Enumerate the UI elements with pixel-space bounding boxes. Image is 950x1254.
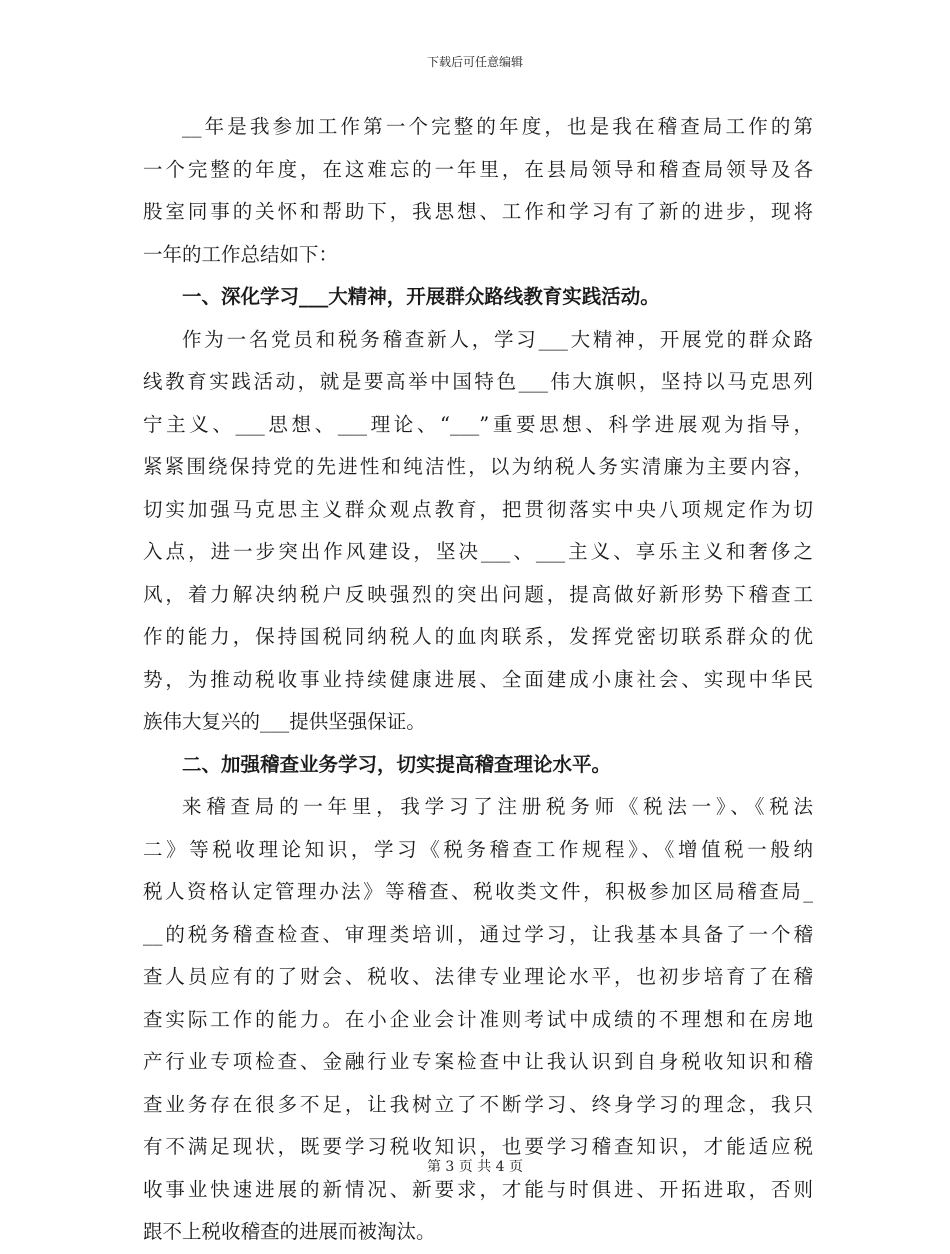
document-body: [143, 106, 813, 1254]
paragraph-line: 一个完整的年度，在这难忘的一年里，在县局领导和稽查局领导及各: [143, 157, 813, 181]
page-number-footer: 第 3 页 共 4 页: [426, 1159, 524, 1175]
paragraph-line: 跟不上税收稽查的进展而被淘汰。: [143, 1220, 436, 1243]
paragraph-section-1: [143, 319, 813, 744]
paragraph-line: 宁主义、___思想、___理论、“___”重要思想、科学进展观为指导，: [143, 412, 813, 436]
paragraph-line: 产行业专项检查、金融行业专案检查中让我认识到自身税收知识和稽: [143, 1050, 813, 1073]
paragraph-line: 税人资格认定管理办法》等稽查、税收类文件，积极参加区局稽查局_: [143, 880, 813, 903]
section-heading-1: 一、深化学习___大精神，开展群众路线教育实践活动。: [182, 285, 660, 308]
section-heading-2: 二、加强稽查业务学习，切实提高稽查理论水平。: [182, 752, 612, 776]
paragraph-line: __的税务稽查检查、审理类培训，通过学习，让我基本具备了一个稽: [143, 922, 813, 946]
paragraph-intro: [143, 106, 813, 276]
paragraph-line: 作的能力，保持国税同纳税人的血肉联系，发挥党密切联系群众的优: [143, 625, 813, 648]
paragraph-section-2: [143, 786, 813, 1254]
paragraph-line: 势，为推动税收事业持续健康进展、全面建成小康社会、实现中华民: [143, 667, 813, 691]
paragraph-line: 族伟大复兴的___提供坚强保证。: [143, 710, 426, 733]
paragraph-line: 有不满足现状，既要学习税收知识，也要学习稽查知识，才能适应税: [143, 1135, 813, 1158]
paragraph-line: 二》等税收理论知识，学习《税务稽查工作规程》、《增值税一般纳: [143, 837, 813, 861]
paragraph-line: 入点，进一步突出作风建设，坚决___、___主义、享乐主义和奢侈之: [143, 540, 813, 563]
paragraph-line: 收事业快速进展的新情况、新要求，才能与时俱进、开拓进取，否则: [143, 1177, 813, 1201]
paragraph-line: 来稽查局的一年里，我学习了注册税务师《税法一》、《税法: [182, 795, 813, 818]
paragraph-line: __年是我参加工作第一个完整的年度，也是我在稽查局工作的第: [182, 115, 813, 138]
paragraph-line: 切实加强马克思主义群众观点教育，把贯彻落实中央八项规定作为切: [143, 497, 813, 521]
paragraph-line: 查人员应有的了财会、税收、法律专业理论水平，也初步培育了在稽: [143, 965, 813, 988]
paragraph-line: 紧紧围绕保持党的先进性和纯洁性，以为纳税人务实清廉为主要内容，: [143, 455, 813, 478]
paragraph-line: 一年的工作总结如下：: [143, 242, 339, 266]
page-header: 下载后可任意编辑: [426, 55, 523, 69]
paragraph-line: 风，着力解决纳税户反映强烈的突出问题，提高做好新形势下稽查工: [143, 582, 813, 606]
paragraph-line: 股室同事的关怀和帮助下，我思想、工作和学习有了新的进步，现将: [143, 200, 813, 223]
paragraph-line: 查实际工作的能力。在小企业会计准则考试中成绩的不理想和在房地: [143, 1007, 813, 1031]
paragraph-line: 线教育实践活动，就是要高举中国特色___伟大旗帜，坚持以马克思列: [143, 370, 813, 393]
paragraph-line: 查业务存在很多不足，让我树立了不断学习、终身学习的理念，我只: [143, 1092, 813, 1116]
paragraph-line: 作为一名党员和税务稽查新人，学习___大精神，开展党的群众路: [182, 327, 813, 351]
